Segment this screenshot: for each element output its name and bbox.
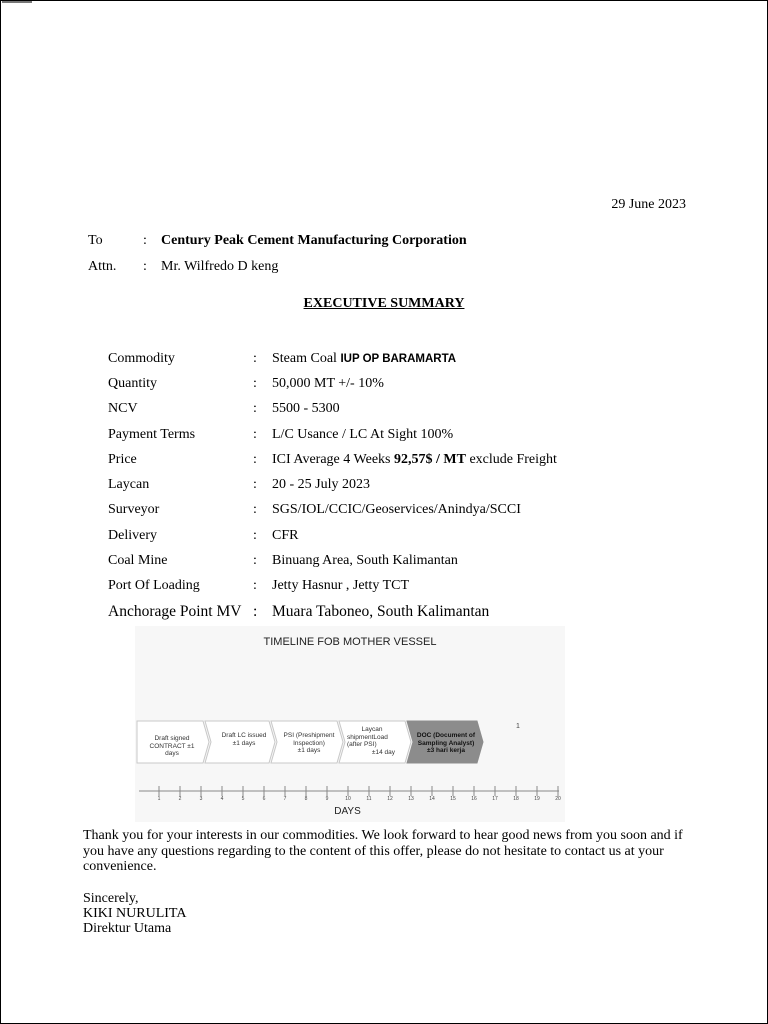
to-colon: : [143, 233, 147, 248]
summary-value: CFR [272, 527, 299, 543]
axis-tick-label: 18 [513, 796, 519, 802]
summary-label: Quantity [108, 375, 157, 391]
step-4-text: Laycan shipmentLoad (after PSI) ±14 day [347, 726, 395, 756]
axis-tick-label: 2 [178, 796, 182, 802]
summary-value: SGS/IOL/CCIC/Geoservices/Anindya/SCCI [272, 502, 521, 518]
summary-value: 50,000 MT +/- 10% [272, 375, 384, 391]
axis-tick-label: 17 [492, 796, 498, 802]
summary-table [108, 346, 557, 624]
axis-tick-label: 1 [157, 796, 161, 802]
summary-row-delivery: Delivery : CFR [108, 527, 299, 543]
summary-label: Coal Mine [108, 553, 168, 569]
summary-label: Anchorage Point MV [108, 602, 242, 620]
summary-row-coal-mine: Coal Mine : Binuang Area, South Kalimantan [108, 553, 458, 569]
summary-row-payment: Payment Terms : L/C Usance / LC At Sight 100% [108, 426, 454, 442]
to-row [88, 233, 467, 249]
attn-value: Mr. Wilfredo D keng [161, 259, 279, 274]
summary-row-ncv: NCV : 5500 - 5300 [108, 401, 340, 417]
attn-row [88, 259, 278, 275]
summary-value: L/C Usance / LC At Sight 100% [272, 426, 454, 442]
axis-tick-label: 14 [429, 796, 435, 802]
summary-row-laycan: Laycan : 20 - 25 July 2023 [108, 477, 370, 493]
to-value: Century Peak Cement Manufacturing Corporation [161, 233, 467, 248]
axis-tick-label: 20 [555, 796, 561, 802]
summary-label: NCV [108, 401, 138, 417]
letter-date: 29 June 2023 [611, 197, 686, 212]
summary-label: Delivery [108, 527, 157, 543]
summary-row-quantity: Quantity : 50,000 MT +/- 10% [108, 375, 384, 391]
document-title: EXECUTIVE SUMMARY [303, 296, 465, 311]
summary-value: 5500 - 5300 [272, 401, 340, 417]
summary-label: Commodity [108, 350, 175, 366]
summary-row-anchorage: Anchorage Point MV : Muara Taboneo, South Kalimantan [108, 602, 490, 620]
step-2-text: Draft LC issued ±1 days [221, 732, 267, 747]
summary-value: ICI Average 4 Weeks 92,57$ / MT exclude Freight [272, 451, 557, 467]
summary-label: Surveyor [108, 502, 160, 518]
summary-value: Muara Taboneo, South Kalimantan [272, 602, 490, 620]
attn-label: Attn. [88, 259, 117, 274]
closing-block [83, 891, 186, 936]
to-label: To [88, 233, 103, 248]
axis-tick-label: 5 [241, 796, 245, 802]
timeline-marker: 1 [516, 723, 520, 730]
summary-row-price: Price : ICI Average 4 Weeks 92,57$ / MT exclude Freight [108, 451, 557, 467]
axis-tick-label: 3 [199, 796, 203, 802]
timeline-figure [135, 626, 565, 822]
axis-tick-label: 16 [471, 796, 477, 802]
summary-value: 20 - 25 July 2023 [272, 477, 370, 493]
axis-tick-label: 10 [345, 796, 351, 802]
timeline-title: TIMELINE FOB MOTHER VESSEL [263, 636, 437, 648]
axis-tick-label: 11 [366, 796, 372, 802]
axis-label: DAYS [334, 806, 361, 817]
header-mark [2, 1, 32, 3]
axis-tick-label: 13 [408, 796, 414, 802]
step-1-text: Draft signed CONTRACT ±1 days [149, 735, 195, 757]
summary-label: Port Of Loading [108, 578, 200, 594]
signer-name: KIKI NURULITA [83, 906, 187, 921]
step-3-text: PSI (Preshipment Inspection) ±1 days [283, 732, 335, 754]
summary-value: Steam Coal IUP OP BARAMARTA [272, 350, 457, 366]
axis-tick-label: 4 [220, 796, 224, 802]
axis-tick-label: 9 [325, 796, 329, 802]
axis-tick-label: 6 [262, 796, 266, 802]
commodity-iup: IUP OP BARAMARTA [340, 352, 457, 365]
summary-row-surveyor: Surveyor : SGS/IOL/CCIC/Geoservices/Anindya/SCCI [108, 502, 521, 518]
summary-value: Jetty Hasnur , Jetty TCT [272, 578, 410, 594]
summary-row-commodity: Commodity : Steam Coal IUP OP BARAMARTA [108, 350, 457, 366]
summary-row-port: Port Of Loading : Jetty Hasnur , Jetty TCT [108, 578, 410, 594]
axis-tick-label: 8 [304, 796, 308, 802]
axis-tick-label: 7 [283, 796, 287, 802]
axis-tick-label: 15 [450, 796, 456, 802]
attn-colon: : [143, 259, 147, 274]
closing-salutation: Sincerely, [83, 891, 139, 906]
step-5-text: DOC (Document of Sampling Analyst) ±3 hari kerja [416, 732, 476, 754]
axis-tick-label: 19 [534, 796, 540, 802]
price-amount: 92,57$ / MT [393, 451, 466, 467]
signer-title: Direktur Utama [83, 921, 172, 936]
summary-label: Laycan [108, 477, 150, 493]
summary-label: Price [108, 451, 137, 467]
body-paragraph: Thank you for your interests in our commodities. We look forward to hear good news from you soon and if you have any questions regarding to the content of this offer, please do not hesitate to contact us at your convenience. [83, 828, 683, 874]
axis-tick-label: 12 [387, 796, 393, 802]
summary-label: Payment Terms [108, 426, 196, 442]
summary-value: Binuang Area, South Kalimantan [272, 553, 458, 569]
